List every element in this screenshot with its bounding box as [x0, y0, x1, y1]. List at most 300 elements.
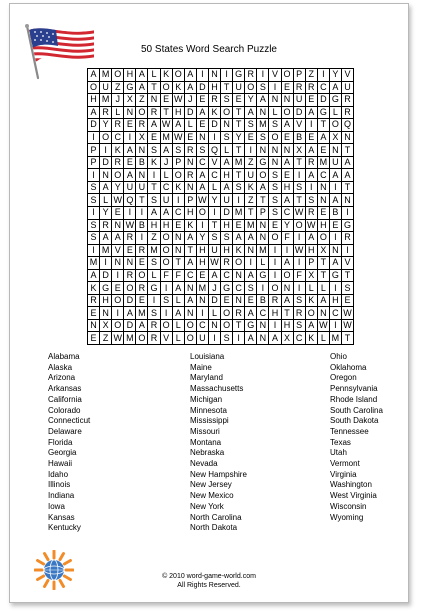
grid-cell: W	[161, 119, 171, 130]
grid-cell: F	[293, 269, 305, 282]
grid-cell: L	[329, 106, 341, 119]
grid-cell: A	[317, 294, 329, 307]
grid-cell: R	[341, 232, 353, 245]
grid-cell: T	[148, 181, 160, 194]
grid-cell: A	[100, 181, 112, 194]
grid-cell: T	[172, 257, 184, 270]
grid-cell: N	[257, 144, 269, 157]
grid-cell: N	[257, 219, 269, 232]
grid-cell: I	[100, 257, 112, 270]
grid-cell: G	[257, 156, 269, 169]
grid-cell: E	[281, 169, 293, 182]
grid-cell: V	[208, 156, 220, 169]
grid-cell: W	[343, 320, 352, 331]
grid-cell: N	[269, 144, 281, 157]
state-word: Pennsylvania	[330, 384, 378, 394]
grid-cell: O	[184, 319, 196, 332]
grid-cell: O	[293, 219, 305, 232]
grid-cell: T	[136, 194, 148, 207]
state-word: Georgia	[48, 448, 77, 458]
grid-cell: U	[293, 94, 305, 107]
state-word: New York	[190, 501, 224, 511]
grid-cell: I	[245, 144, 257, 157]
grid-cell: P	[88, 156, 100, 169]
state-word: Nebraska	[190, 448, 225, 458]
grid-cell: N	[269, 94, 281, 107]
grid-cell: I	[100, 144, 112, 157]
grid-cell: D	[221, 207, 233, 220]
grid-cell: U	[233, 81, 245, 94]
grid-cell: B	[136, 156, 148, 169]
grid-cell: A	[196, 169, 208, 182]
grid-cell: O	[136, 269, 148, 282]
grid-cell: R	[233, 307, 245, 320]
grid-cell: I	[172, 194, 184, 207]
grid-cell: G	[341, 219, 353, 232]
grid-cell: H	[281, 319, 293, 332]
grid-cell: O	[233, 257, 245, 270]
grid-cell: A	[172, 119, 184, 132]
grid-cell: S	[269, 119, 281, 132]
grid-cell: E	[233, 94, 245, 107]
grid-cell: T	[233, 319, 245, 332]
grid-cell: Y	[329, 69, 341, 82]
grid-cell: S	[148, 194, 160, 207]
grid-cell: H	[317, 219, 329, 232]
grid-cell: O	[257, 169, 269, 182]
state-word: New Mexico	[190, 491, 234, 501]
state-word: New Jersey	[190, 480, 232, 490]
grid-cell: A	[221, 181, 233, 194]
grid-cell: N	[112, 257, 124, 270]
grid-cell: S	[269, 207, 281, 220]
grid-cell: H	[221, 219, 233, 232]
grid-cell: O	[305, 307, 317, 320]
grid-cell: I	[160, 307, 172, 320]
grid-row	[88, 294, 354, 307]
grid-cell: D	[196, 81, 208, 94]
grid-cell: A	[184, 294, 196, 307]
grid-cell: O	[160, 244, 172, 257]
grid-cell: I	[341, 244, 353, 257]
grid-cell: W	[210, 257, 219, 268]
grid-cell: P	[257, 207, 269, 220]
grid-cell: S	[245, 119, 257, 132]
grid-cell: I	[329, 319, 341, 332]
grid-cell: I	[269, 269, 281, 282]
grid-cell: S	[172, 144, 184, 157]
grid-cell: I	[293, 232, 305, 245]
grid-cell: I	[269, 244, 281, 257]
grid-cell: B	[329, 207, 341, 220]
state-word: Iowa	[48, 501, 65, 511]
grid-cell: O	[112, 69, 124, 82]
grid-cell: T	[341, 269, 353, 282]
grid-cell: C	[317, 169, 329, 182]
grid-cell: D	[124, 294, 136, 307]
grid-cell: A	[269, 332, 281, 345]
grid-cell: N	[100, 307, 112, 320]
state-word: Ohio	[330, 352, 347, 361]
grid-cell: G	[317, 106, 329, 119]
grid-cell: A	[88, 106, 100, 119]
grid-cell: I	[124, 207, 136, 220]
grid-cell: C	[293, 332, 305, 345]
grid-cell: W	[125, 219, 135, 230]
grid-cell: S	[269, 169, 281, 182]
grid-cell: R	[100, 219, 112, 232]
grid-cell: H	[269, 307, 281, 320]
grid-cell: A	[184, 81, 196, 94]
grid-cell: S	[160, 294, 172, 307]
grid-row	[88, 156, 354, 169]
grid-cell: I	[148, 294, 160, 307]
grid-cell: M	[233, 207, 245, 220]
grid-cell: N	[184, 307, 196, 320]
grid-cell: E	[124, 156, 136, 169]
state-word: Arkansas	[48, 384, 82, 394]
grid-cell: A	[184, 69, 196, 82]
grid-cell: R	[184, 144, 196, 157]
grid-cell: H	[148, 219, 160, 232]
grid-cell: S	[269, 181, 281, 194]
grid-cell: N	[257, 332, 269, 345]
grid-cell: O	[269, 282, 281, 295]
grid-cell: I	[281, 244, 293, 257]
grid-cell: E	[148, 131, 160, 144]
grid-cell: T	[317, 257, 329, 270]
copyright-line: © 2010 word-game-world.com	[162, 573, 256, 580]
grid-cell: N	[124, 257, 136, 270]
grid-cell: I	[269, 319, 281, 332]
grid-cell: I	[88, 131, 100, 144]
grid-cell: T	[160, 106, 172, 119]
state-word: Missouri	[190, 426, 220, 436]
grid-row	[88, 207, 354, 220]
grid-row	[88, 232, 354, 245]
grid-cell: M	[88, 257, 100, 270]
grid-cell: N	[172, 244, 184, 257]
grid-cell: U	[221, 194, 233, 207]
grid-cell: W	[343, 307, 352, 318]
grid-cell: A	[281, 119, 293, 132]
grid-cell: R	[305, 81, 317, 94]
state-word: Florida	[48, 437, 73, 447]
grid-cell: A	[136, 319, 148, 332]
state-word: Tennessee	[330, 426, 369, 436]
grid-cell: Z	[136, 94, 148, 107]
grid-cell: O	[329, 119, 341, 132]
grid-cell: U	[208, 244, 220, 257]
grid-cell: S	[148, 257, 160, 270]
grid-cell: E	[269, 219, 281, 232]
grid-cell: C	[196, 156, 208, 169]
grid-row	[88, 181, 354, 194]
grid-cell: E	[329, 219, 341, 232]
grid-cell: A	[341, 169, 353, 182]
grid-cell: D	[208, 119, 220, 132]
grid-cell: O	[196, 207, 208, 220]
grid-cell: Y	[245, 94, 257, 107]
grid-cell: W	[173, 94, 183, 105]
grid-cell: O	[160, 319, 172, 332]
grid-cell: I	[329, 282, 341, 295]
grid-cell: J	[208, 282, 220, 295]
grid-cell: L	[317, 282, 329, 295]
grid-cell: T	[233, 169, 245, 182]
grid-cell: I	[293, 257, 305, 270]
grid-cell: M	[329, 332, 341, 345]
grid-cell: O	[184, 332, 196, 345]
grid-cell: A	[329, 257, 341, 270]
grid-cell: G	[148, 282, 160, 295]
grid-cell: I	[160, 282, 172, 295]
grid-row	[88, 319, 354, 332]
grid-cell: T	[341, 332, 353, 345]
grid-cell: J	[112, 94, 124, 107]
grid-cell: K	[305, 332, 317, 345]
grid-cell: A	[124, 144, 136, 157]
grid-cell: T	[148, 81, 160, 94]
grid-cell: Q	[124, 194, 136, 207]
grid-cell: L	[112, 106, 124, 119]
grid-cell: D	[317, 94, 329, 107]
grid-cell: F	[160, 269, 172, 282]
grid-cell: E	[124, 119, 136, 132]
grid-cell: U	[196, 332, 208, 345]
grid-cell: A	[281, 294, 293, 307]
grid-cell: L	[172, 294, 184, 307]
grid-cell: H	[100, 294, 112, 307]
grid-cell: E	[88, 332, 100, 345]
grid-cell: V	[112, 244, 124, 257]
grid-row	[88, 131, 354, 144]
grid-cell: A	[245, 332, 257, 345]
grid-cell: O	[269, 232, 281, 245]
grid-cell: R	[136, 244, 148, 257]
grid-cell: D	[293, 106, 305, 119]
grid-cell: A	[305, 106, 317, 119]
grid-cell: Q	[341, 119, 353, 132]
grid-cell: A	[124, 169, 136, 182]
grid-cell: R	[112, 119, 124, 132]
grid-cell: A	[329, 194, 341, 207]
grid-cell: L	[221, 144, 233, 157]
grid-cell: O	[281, 269, 293, 282]
grid-cell: H	[221, 169, 233, 182]
grid-cell: L	[305, 282, 317, 295]
grid-cell: A	[172, 307, 184, 320]
grid-cell: C	[160, 181, 172, 194]
state-word: Rhode Island	[330, 394, 378, 404]
grid-cell: Z	[100, 332, 112, 345]
grid-cell: I	[257, 282, 269, 295]
grid-cell: E	[281, 131, 293, 144]
grid-cell: I	[257, 69, 269, 82]
grid-cell: N	[221, 119, 233, 132]
grid-cell: M	[100, 94, 112, 107]
grid-cell: N	[88, 319, 100, 332]
grid-cell: C	[172, 207, 184, 220]
grid-cell: N	[196, 131, 208, 144]
grid-cell: I	[148, 169, 160, 182]
grid-cell: G	[257, 269, 269, 282]
grid-cell: S	[269, 194, 281, 207]
grid-cell: I	[317, 69, 329, 82]
grid-cell: H	[221, 244, 233, 257]
grid-cell: U	[160, 194, 172, 207]
grid-cell: G	[233, 69, 245, 82]
grid-cell: Z	[245, 156, 257, 169]
grid-cell: E	[136, 257, 148, 270]
grid-cell: I	[88, 244, 100, 257]
grid-cell: K	[172, 81, 184, 94]
grid-cell: E	[281, 81, 293, 94]
grid-cell: S	[221, 332, 233, 345]
state-word: Idaho	[48, 469, 69, 479]
grid-cell: O	[100, 131, 112, 144]
grid-cell: U	[136, 181, 148, 194]
grid-cell: O	[245, 81, 257, 94]
grid-cell: D	[124, 319, 136, 332]
state-word: Maine	[190, 362, 212, 372]
state-word: Mississippi	[190, 416, 229, 426]
state-list-column-2	[190, 352, 247, 534]
grid-cell: O	[269, 131, 281, 144]
grid-cell: T	[317, 119, 329, 132]
grid-cell: E	[112, 207, 124, 220]
state-word: Massachusetts	[190, 384, 244, 394]
grid-cell: S	[208, 232, 220, 245]
grid-cell: C	[233, 282, 245, 295]
grid-cell: I	[124, 131, 136, 144]
grid-cell: S	[233, 181, 245, 194]
grid-cell: U	[100, 81, 112, 94]
grid-cell: I	[208, 131, 220, 144]
grid-cell: S	[245, 282, 257, 295]
grid-cell: E	[112, 282, 124, 295]
grid-cell: E	[305, 131, 317, 144]
grid-cell: K	[208, 106, 220, 119]
grid-cell: P	[172, 156, 184, 169]
grid-row	[88, 106, 354, 119]
grid-cell: O	[112, 319, 124, 332]
grid-cell: I	[221, 69, 233, 82]
state-word: Illinois	[48, 480, 71, 490]
grid-cell: N	[208, 319, 220, 332]
state-word: Alabama	[48, 352, 80, 361]
grid-cell: Y	[100, 207, 112, 220]
grid-cell: D	[208, 294, 220, 307]
grid-cell: R	[148, 106, 160, 119]
grid-cell: S	[88, 232, 100, 245]
state-word: Oklahoma	[330, 362, 367, 372]
grid-cell: A	[136, 81, 148, 94]
grid-cell: A	[281, 156, 293, 169]
grid-cell: S	[221, 232, 233, 245]
grid-row	[88, 169, 354, 182]
grid-cell: N	[341, 131, 353, 144]
state-word: Virginia	[330, 469, 357, 479]
copyright-footer	[10, 572, 408, 590]
grid-cell: N	[257, 232, 269, 245]
grid-cell: U	[341, 81, 353, 94]
grid-cell: J	[160, 156, 172, 169]
grid-cell: X	[136, 131, 148, 144]
grid-cell: L	[208, 181, 220, 194]
grid-cell: N	[233, 294, 245, 307]
grid-cell: L	[257, 257, 269, 270]
grid-cell: G	[329, 269, 341, 282]
grid-cell: N	[269, 156, 281, 169]
grid-cell: E	[245, 131, 257, 144]
state-word: Indiana	[48, 491, 75, 501]
state-word: Alaska	[48, 362, 73, 372]
grid-cell: E	[196, 269, 208, 282]
grid-cell: K	[88, 282, 100, 295]
grid-cell: A	[281, 257, 293, 270]
grid-cell: A	[305, 232, 317, 245]
grid-cell: H	[305, 244, 317, 257]
grid-cell: I	[112, 269, 124, 282]
grid-cell: R	[136, 119, 148, 132]
grid-cell: T	[341, 144, 353, 157]
grid-cell: R	[124, 232, 136, 245]
state-word: Oregon	[330, 373, 357, 383]
state-word: Hawaii	[48, 459, 73, 469]
grid-cell: S	[257, 81, 269, 94]
grid-cell: A	[245, 232, 257, 245]
grid-cell: Z	[305, 69, 317, 82]
grid-cell: C	[221, 269, 233, 282]
grid-cell: I	[196, 307, 208, 320]
grid-cell: C	[184, 269, 196, 282]
grid-cell: A	[184, 232, 196, 245]
grid-cell: A	[305, 169, 317, 182]
grid-cell: A	[172, 282, 184, 295]
grid-row	[88, 244, 354, 257]
grid-cell: Y	[100, 119, 112, 132]
grid-cell: R	[293, 81, 305, 94]
grid-cell: S	[293, 319, 305, 332]
grid-row	[88, 81, 354, 94]
grid-cell: N	[329, 244, 341, 257]
grid-cell: I	[208, 332, 220, 345]
grid-cell: I	[305, 181, 317, 194]
grid-cell: G	[100, 282, 112, 295]
grid-cell: Y	[112, 181, 124, 194]
grid-cell: O	[112, 169, 124, 182]
state-word: Arizona	[48, 373, 76, 383]
grid-cell: S	[88, 181, 100, 194]
grid-cell: L	[172, 332, 184, 345]
grid-cell: K	[172, 181, 184, 194]
grid-cell: S	[341, 282, 353, 295]
grid-cell: S	[88, 219, 100, 232]
grid-cell: L	[100, 194, 112, 207]
grid-row	[88, 332, 354, 345]
grid-cell: N	[172, 232, 184, 245]
grid-cell: L	[269, 106, 281, 119]
grid-cell: A	[305, 144, 317, 157]
grid-cell: O	[221, 307, 233, 320]
grid-cell: C	[281, 207, 293, 220]
grid-row	[88, 307, 354, 320]
state-word: South Dakota	[330, 416, 379, 426]
state-word: Michigan	[190, 394, 223, 404]
grid-cell: O	[281, 106, 293, 119]
grid-cell: K	[245, 181, 257, 194]
